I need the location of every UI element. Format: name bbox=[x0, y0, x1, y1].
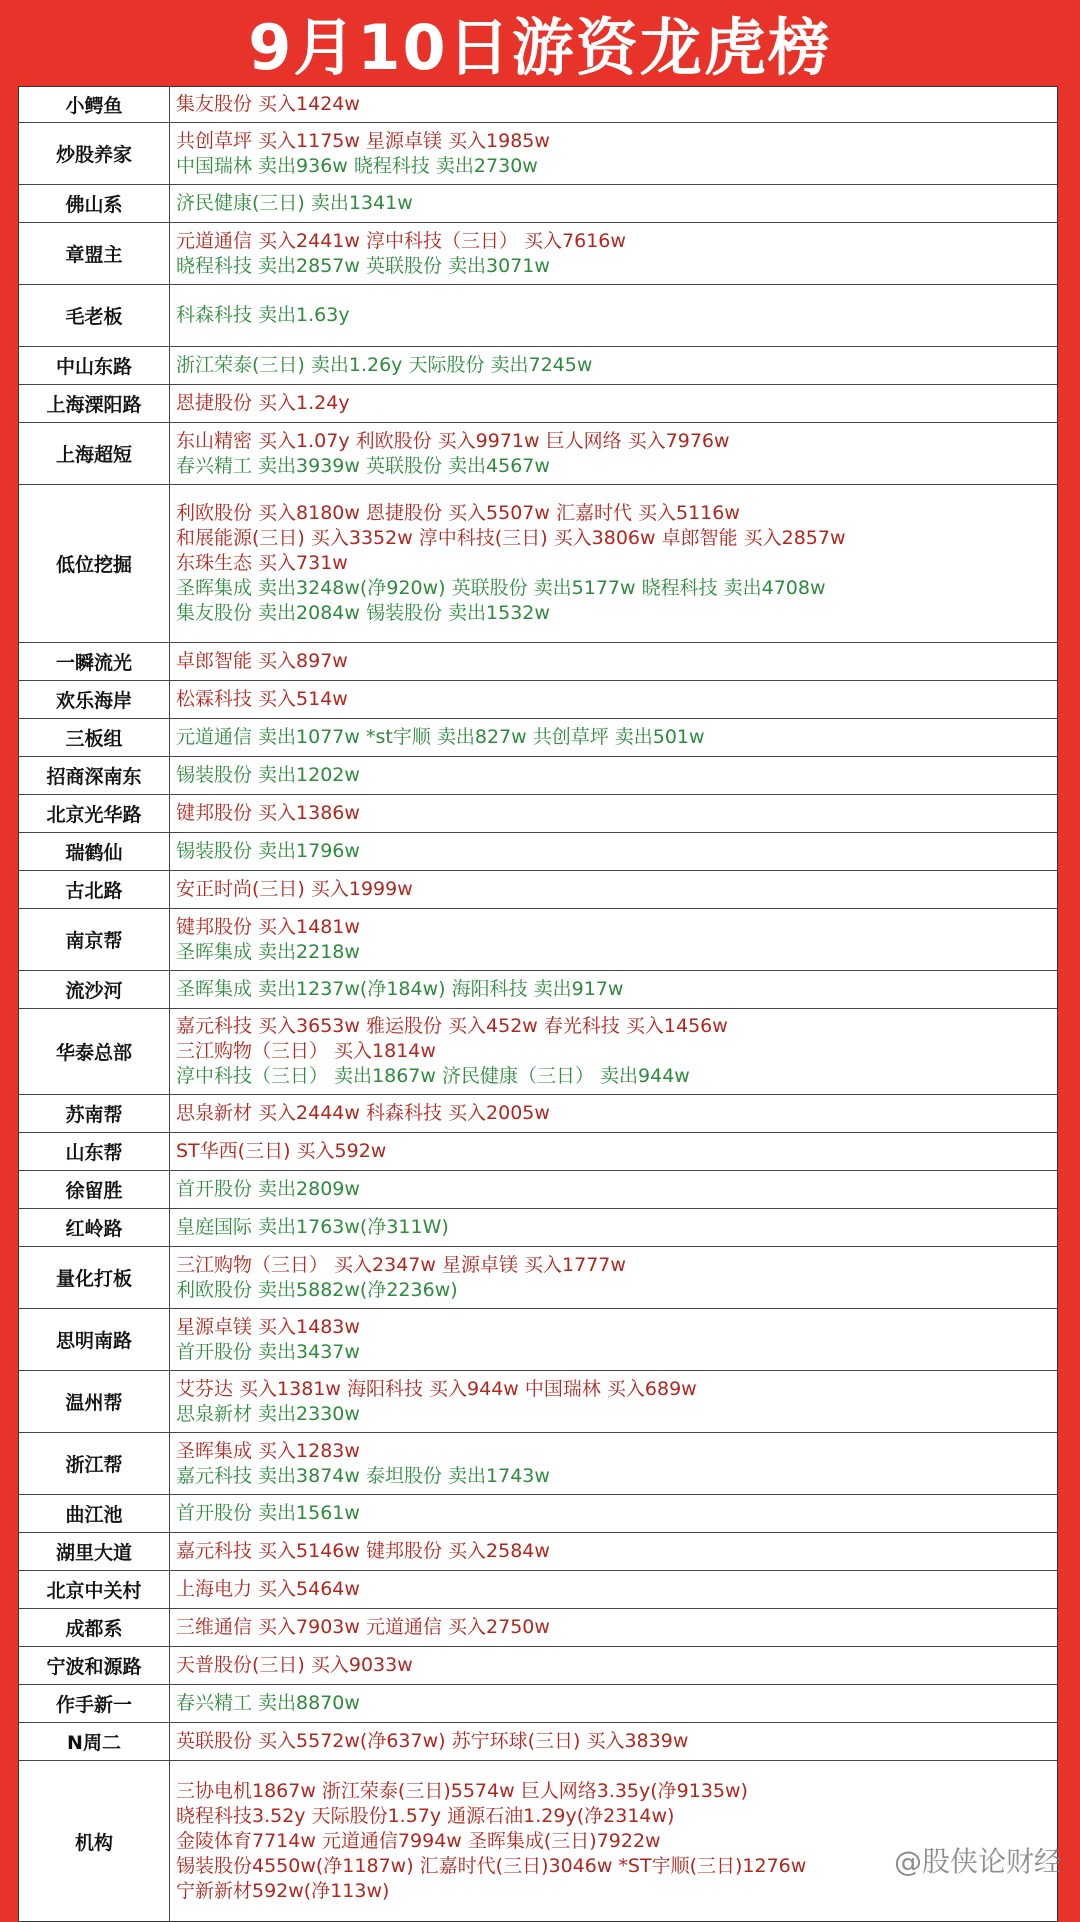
trader-name: 作手新一 bbox=[19, 1685, 170, 1722]
table-row bbox=[19, 871, 1057, 909]
trader-name: 徐留胜 bbox=[19, 1171, 170, 1208]
page-title: 9月10日游资龙虎榜 bbox=[248, 10, 832, 84]
table-row bbox=[19, 385, 1057, 423]
trader-name: 低位挖掘 bbox=[19, 485, 170, 642]
trader-name: 苏南帮 bbox=[19, 1095, 170, 1132]
trade-line bbox=[176, 391, 1051, 416]
buy-entry: 东珠生态 买入731w bbox=[176, 552, 348, 574]
trader-name: 山东帮 bbox=[19, 1133, 170, 1170]
sell-entry: 科森科技 卖出1.63y bbox=[176, 304, 350, 326]
trade-line bbox=[176, 1879, 1051, 1904]
table-row bbox=[19, 1009, 1057, 1095]
trader-name: 华泰总部 bbox=[19, 1009, 170, 1094]
table-row bbox=[19, 1371, 1057, 1433]
buy-entry: 共创草坪 买入1175w 星源卓镁 买入1985w bbox=[176, 129, 550, 152]
trader-name: 小鳄鱼 bbox=[19, 87, 170, 122]
trade-details bbox=[170, 909, 1057, 970]
trade-line bbox=[176, 1101, 1051, 1126]
trade-details bbox=[170, 1647, 1057, 1684]
buy-entry: ST华西(三日) 买入592w bbox=[176, 1140, 387, 1162]
sell-entry: 中国瑞林 卖出936w 晓程科技 卖出2730w bbox=[176, 154, 538, 177]
trader-name: 曲江池 bbox=[19, 1495, 170, 1532]
buy-entry: 宁新新材592w(净113w) bbox=[176, 1879, 390, 1902]
trade-details bbox=[170, 347, 1057, 384]
buy-entry: 思泉新材 买入2444w 科森科技 买入2005w bbox=[176, 1102, 550, 1124]
trade-details bbox=[170, 643, 1057, 680]
trade-details bbox=[170, 1009, 1057, 1094]
trade-line bbox=[176, 649, 1051, 674]
trader-name: 炒股养家 bbox=[19, 123, 170, 184]
trade-line bbox=[176, 254, 1051, 279]
trade-line bbox=[176, 1064, 1051, 1089]
trade-line bbox=[176, 839, 1051, 864]
trade-line bbox=[176, 1377, 1051, 1402]
trader-name: 思明南路 bbox=[19, 1309, 170, 1370]
table-row bbox=[19, 87, 1057, 123]
trade-line bbox=[176, 1014, 1051, 1039]
buy-entry: 星源卓镁 买入1483w bbox=[176, 1315, 360, 1338]
buy-entry: 键邦股份 买入1481w bbox=[176, 915, 360, 938]
buy-entry: 恩捷股份 买入1.24y bbox=[176, 392, 350, 414]
trader-name: 北京中关村 bbox=[19, 1571, 170, 1608]
trader-name: 欢乐海岸 bbox=[19, 681, 170, 718]
table-row bbox=[19, 1095, 1057, 1133]
trader-name: 流沙河 bbox=[19, 971, 170, 1008]
trader-name: 成都系 bbox=[19, 1609, 170, 1646]
trade-details bbox=[170, 1095, 1057, 1132]
trade-details bbox=[170, 971, 1057, 1008]
trade-details bbox=[170, 1309, 1057, 1370]
trade-line bbox=[176, 154, 1051, 179]
table-row bbox=[19, 909, 1057, 971]
table-row bbox=[19, 1133, 1057, 1171]
buy-entry: 天普股份(三日) 买入9033w bbox=[176, 1654, 413, 1676]
sell-entry: 集友股份 卖出2084w 锡装股份 卖出1532w bbox=[176, 602, 550, 624]
table-row bbox=[19, 795, 1057, 833]
trade-details bbox=[170, 833, 1057, 870]
table-row bbox=[19, 971, 1057, 1009]
trader-name: 瑞鹤仙 bbox=[19, 833, 170, 870]
trade-line bbox=[176, 501, 1051, 526]
watermark: @股侠论财经 bbox=[893, 1845, 1062, 1878]
trade-details bbox=[170, 423, 1057, 484]
buy-entry: 金陵体育7714w 元道通信7994w 圣晖集成(三日)7922w bbox=[176, 1829, 661, 1852]
table-row bbox=[19, 833, 1057, 871]
trade-details bbox=[170, 871, 1057, 908]
buy-entry: 元道通信 买入2441w 淳中科技（三日） 买入7616w bbox=[176, 229, 626, 252]
sell-entry: 圣晖集成 卖出2218w bbox=[176, 940, 360, 963]
trade-details bbox=[170, 1495, 1057, 1532]
sell-entry: 皇庭国际 卖出1763w(净311W) bbox=[176, 1216, 449, 1238]
trade-details bbox=[170, 1209, 1057, 1246]
trade-details bbox=[170, 1247, 1057, 1308]
buy-entry: 圣晖集成 买入1283w bbox=[176, 1439, 360, 1462]
buy-entry: 利欧股份 买入8180w 恩捷股份 买入5507w 汇嘉时代 买入5116w bbox=[176, 502, 740, 524]
sell-entry: 圣晖集成 卖出1237w(净184w) 海阳科技 卖出917w bbox=[176, 978, 624, 1000]
buy-entry: 三江购物（三日） 买入1814w bbox=[176, 1040, 436, 1062]
trader-name: 中山东路 bbox=[19, 347, 170, 384]
trade-line bbox=[176, 454, 1051, 479]
trade-line bbox=[176, 1464, 1051, 1489]
trader-name: 佛山系 bbox=[19, 185, 170, 222]
trade-details bbox=[170, 719, 1057, 756]
trade-line bbox=[176, 1177, 1051, 1202]
trade-line bbox=[176, 129, 1051, 154]
sell-entry: 首开股份 卖出2809w bbox=[176, 1178, 360, 1200]
trade-line bbox=[176, 725, 1051, 750]
trade-line bbox=[176, 1539, 1051, 1564]
trader-name: 北京光华路 bbox=[19, 795, 170, 832]
trade-details bbox=[170, 1533, 1057, 1570]
trade-line bbox=[176, 303, 1051, 328]
table-row bbox=[19, 223, 1057, 285]
trade-line bbox=[176, 687, 1051, 712]
sell-entry: 利欧股份 卖出5882w(净2236w) bbox=[176, 1278, 458, 1301]
trade-line bbox=[176, 1402, 1051, 1427]
sell-entry: 锡装股份 卖出1202w bbox=[176, 764, 360, 786]
trade-line bbox=[176, 1615, 1051, 1640]
trade-line bbox=[176, 601, 1051, 626]
trade-line bbox=[176, 576, 1051, 601]
table-row bbox=[19, 757, 1057, 795]
trade-line bbox=[176, 429, 1051, 454]
trader-name: 三板组 bbox=[19, 719, 170, 756]
trade-details bbox=[170, 285, 1057, 346]
buy-entry: 上海电力 买入5464w bbox=[176, 1578, 360, 1600]
sell-entry: 首开股份 卖出3437w bbox=[176, 1340, 360, 1363]
sell-entry: 济民健康(三日) 卖出1341w bbox=[176, 192, 413, 214]
sell-entry: 淳中科技（三日） 卖出1867w 济民健康（三日） 卖出944w bbox=[176, 1065, 690, 1087]
trade-line bbox=[176, 191, 1051, 216]
trader-name: N周二 bbox=[19, 1723, 170, 1760]
trader-name: 机构 bbox=[19, 1761, 170, 1921]
trade-details bbox=[170, 1723, 1057, 1760]
trade-line bbox=[176, 1253, 1051, 1278]
trade-line bbox=[176, 1278, 1051, 1303]
trader-name: 湖里大道 bbox=[19, 1533, 170, 1570]
trade-line bbox=[176, 1804, 1051, 1829]
trader-name: 招商深南东 bbox=[19, 757, 170, 794]
trade-details bbox=[170, 223, 1057, 284]
trade-details bbox=[170, 1609, 1057, 1646]
buy-entry: 卓郎智能 买入897w bbox=[176, 650, 348, 672]
table-row bbox=[19, 485, 1057, 643]
trade-line bbox=[176, 1139, 1051, 1164]
lhb-table bbox=[18, 86, 1058, 1922]
trade-line bbox=[176, 1691, 1051, 1716]
trade-details bbox=[170, 385, 1057, 422]
buy-entry: 锡装股份4550w(净1187w) 汇嘉时代(三日)3046w *ST宇顺(三日)1276w bbox=[176, 1854, 807, 1877]
table-row bbox=[19, 285, 1057, 347]
table-row bbox=[19, 643, 1057, 681]
trader-name: 宁波和源路 bbox=[19, 1647, 170, 1684]
trade-line bbox=[176, 940, 1051, 965]
trade-details bbox=[170, 1433, 1057, 1494]
buy-entry: 三协电机1867w 浙江荣泰(三日)5574w 巨人网络3.35y(净9135w) bbox=[176, 1779, 748, 1802]
table-row bbox=[19, 1209, 1057, 1247]
table-row bbox=[19, 1723, 1057, 1761]
table-row bbox=[19, 1533, 1057, 1571]
trade-line bbox=[176, 1729, 1051, 1754]
table-row bbox=[19, 1685, 1057, 1723]
trader-name: 一瞬流光 bbox=[19, 643, 170, 680]
trade-line bbox=[176, 1501, 1051, 1526]
buy-entry: 艾芬达 买入1381w 海阳科技 买入944w 中国瑞林 买入689w bbox=[176, 1377, 697, 1400]
trade-details bbox=[170, 485, 1057, 642]
buy-entry: 晓程科技3.52y 天际股份1.57y 通源石油1.29y(净2314w) bbox=[176, 1804, 675, 1827]
trade-line bbox=[176, 1439, 1051, 1464]
table-row bbox=[19, 1433, 1057, 1495]
sell-entry: 首开股份 卖出1561w bbox=[176, 1502, 360, 1524]
buy-entry: 和展能源(三日) 买入3352w 淳中科技(三日) 买入3806w 卓郎智能 买入2857w bbox=[176, 527, 846, 549]
trade-details bbox=[170, 185, 1057, 222]
buy-entry: 东山精密 买入1.07y 利欧股份 买入9971w 巨人网络 买入7976w bbox=[176, 429, 730, 452]
table-row bbox=[19, 1247, 1057, 1309]
trader-name: 章盟主 bbox=[19, 223, 170, 284]
sell-entry: 春兴精工 卖出3939w 英联股份 卖出4567w bbox=[176, 454, 550, 477]
trader-name: 南京帮 bbox=[19, 909, 170, 970]
buy-entry: 三维通信 买入7903w 元道通信 买入2750w bbox=[176, 1616, 550, 1638]
trade-details bbox=[170, 1171, 1057, 1208]
trade-line bbox=[176, 526, 1051, 551]
buy-entry: 安正时尚(三日) 买入1999w bbox=[176, 878, 413, 900]
sell-entry: 春兴精工 卖出8870w bbox=[176, 1692, 360, 1714]
trade-details bbox=[170, 757, 1057, 794]
table-row bbox=[19, 719, 1057, 757]
table-row bbox=[19, 123, 1057, 185]
sell-entry: 浙江荣泰(三日) 卖出1.26y 天际股份 卖出7245w bbox=[176, 354, 593, 376]
sell-entry: 嘉元科技 卖出3874w 泰坦股份 卖出1743w bbox=[176, 1464, 550, 1487]
trade-details bbox=[170, 1133, 1057, 1170]
buy-entry: 嘉元科技 买入5146w 键邦股份 买入2584w bbox=[176, 1540, 550, 1562]
trade-line bbox=[176, 877, 1051, 902]
trader-name: 红岭路 bbox=[19, 1209, 170, 1246]
buy-entry: 三江购物（三日） 买入2347w 星源卓镁 买入1777w bbox=[176, 1253, 626, 1276]
table-row bbox=[19, 185, 1057, 223]
sell-entry: 元道通信 卖出1077w *st宇顺 卖出827w 共创草坪 卖出501w bbox=[176, 726, 705, 748]
trade-line bbox=[176, 1315, 1051, 1340]
trade-line bbox=[176, 92, 1051, 117]
trade-details bbox=[170, 1371, 1057, 1432]
trader-name: 上海溧阳路 bbox=[19, 385, 170, 422]
trade-details bbox=[170, 1685, 1057, 1722]
sell-entry: 圣晖集成 卖出3248w(净920w) 英联股份 卖出5177w 晓程科技 卖出4708w bbox=[176, 577, 826, 599]
trade-line bbox=[176, 1779, 1051, 1804]
trade-details bbox=[170, 681, 1057, 718]
trade-details bbox=[170, 1571, 1057, 1608]
trade-line bbox=[176, 551, 1051, 576]
table-row bbox=[19, 1647, 1057, 1685]
trader-name: 古北路 bbox=[19, 871, 170, 908]
trade-line bbox=[176, 977, 1051, 1002]
table-row bbox=[19, 1609, 1057, 1647]
trade-line bbox=[176, 229, 1051, 254]
buy-entry: 英联股份 买入5572w(净637w) 苏宁环球(三日) 买入3839w bbox=[176, 1730, 689, 1752]
trade-line bbox=[176, 915, 1051, 940]
buy-entry: 嘉元科技 买入3653w 雅运股份 买入452w 春光科技 买入1456w bbox=[176, 1015, 728, 1037]
buy-entry: 键邦股份 买入1386w bbox=[176, 802, 360, 824]
trade-line bbox=[176, 1340, 1051, 1365]
sell-entry: 晓程科技 卖出2857w 英联股份 卖出3071w bbox=[176, 254, 550, 277]
trade-details bbox=[170, 87, 1057, 122]
sell-entry: 思泉新材 卖出2330w bbox=[176, 1402, 360, 1425]
table-row bbox=[19, 1495, 1057, 1533]
trade-line bbox=[176, 763, 1051, 788]
sell-entry: 锡装股份 卖出1796w bbox=[176, 840, 360, 862]
trade-line bbox=[176, 801, 1051, 826]
trade-details bbox=[170, 123, 1057, 184]
trade-line bbox=[176, 1577, 1051, 1602]
trader-name: 温州帮 bbox=[19, 1371, 170, 1432]
trader-name: 上海超短 bbox=[19, 423, 170, 484]
trade-details bbox=[170, 795, 1057, 832]
buy-entry: 松霖科技 买入514w bbox=[176, 688, 348, 710]
table-row bbox=[19, 1309, 1057, 1371]
table-row bbox=[19, 347, 1057, 385]
table-row bbox=[19, 1571, 1057, 1609]
table-row bbox=[19, 681, 1057, 719]
trader-name: 毛老板 bbox=[19, 285, 170, 346]
buy-entry: 集友股份 买入1424w bbox=[176, 93, 360, 115]
trade-line bbox=[176, 1215, 1051, 1240]
table-row bbox=[19, 1171, 1057, 1209]
trade-line bbox=[176, 1039, 1051, 1064]
trader-name: 量化打板 bbox=[19, 1247, 170, 1308]
trade-line bbox=[176, 353, 1051, 378]
table-row bbox=[19, 423, 1057, 485]
trade-line bbox=[176, 1653, 1051, 1678]
trader-name: 浙江帮 bbox=[19, 1433, 170, 1494]
